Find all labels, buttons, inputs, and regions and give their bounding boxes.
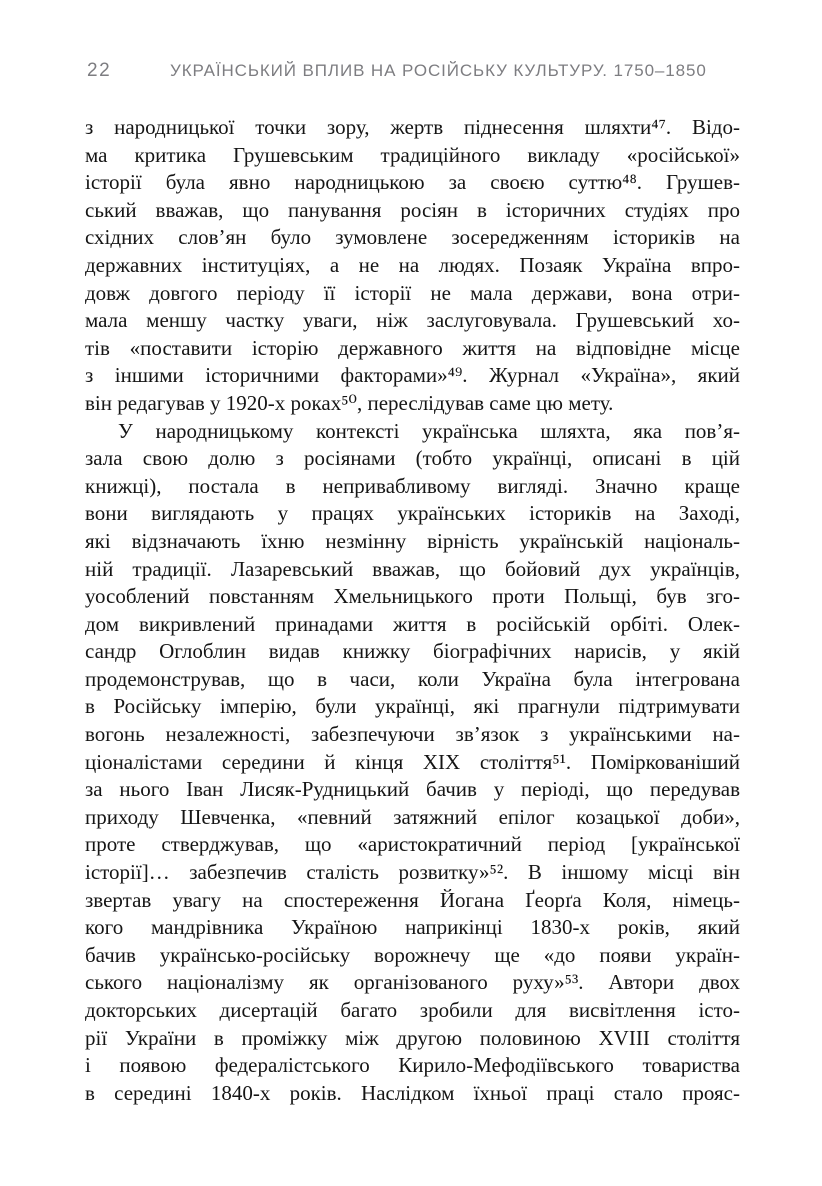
text-line: в Російську імперію, були українці, які прагнули підтримувати	[85, 694, 740, 719]
text-line: ський вважав, що панування росіян в історичних студіях про	[85, 197, 740, 222]
text-line: звертав увагу на спостереження Йогана Ґеорґа Коля, німець-	[85, 887, 740, 912]
text-line: докторських дисертацій багато зробили для висвітлення істо-	[85, 998, 740, 1022]
text-line: історії]… забезпечив сталість розвитку»⁵². В іншому місці він	[85, 860, 740, 885]
text-line: ського націоналізму як організованого руху»⁵³. Автори двох	[85, 970, 740, 995]
text-line: уособлений повстанням Хмельницького проти Польщі, був зго-	[85, 584, 740, 609]
text-line: історії була явно народницькою за своєю суттю⁴⁸. Грушев-	[85, 170, 740, 195]
text-line: кого мандрівника Україною наприкінці 1830-х років, який	[85, 915, 740, 940]
text-line: тів «поставити історію державного життя на відповідне місце	[85, 335, 740, 360]
paragraph-2	[85, 418, 740, 1108]
text-line: державних інституціях, а не на людях. Позаяк Україна впро-	[85, 252, 740, 277]
text-line: книжці), постала в непривабливому вигляді. Значно краще	[85, 473, 740, 498]
text-line: з іншими історичними факторами»⁴⁹. Журнал «Україна», який	[85, 363, 740, 388]
text-line: в середині 1840-х років. Наслідком їхньої праці стало прояс-	[85, 1080, 740, 1105]
text-line: вони виглядають у працях українських істориків на Заході,	[85, 501, 740, 526]
text-line: ма критика Грушевським традиційного викладу «російської»	[85, 142, 740, 167]
text-line: приходу Шевченка, «певний затяжний епілог козацької доби»,	[85, 804, 740, 829]
paragraph-1	[85, 114, 740, 418]
running-head: УКРАЇНСЬКИЙ ВПЛИВ НА РОСІЙСЬКУ КУЛЬТУРУ. 1750–1850	[170, 61, 707, 80]
text-line: мала меншу частку уваги, ніж заслуговувала. Грушевський хо-	[85, 308, 740, 333]
text-line: він редагував у 1920-х роках⁵⁰, переслідував саме цю мету.	[85, 390, 614, 415]
text-line: У народницькому контексті українська шляхта, яка пов’я-	[118, 418, 740, 443]
text-line: вогонь незалежності, забезпечуючи зв’язок з українськими на-	[85, 722, 740, 747]
text-line: з народницької точки зору, жертв піднесення шляхти⁴⁷. Відо-	[85, 115, 740, 139]
text-line: проте стверджував, що «аристократичний період [української	[85, 832, 740, 857]
text-line: і появою федералістського Кирило-Мефодіївського товариства	[85, 1053, 740, 1078]
text-line: східних слов’ян було зумовлене зосередженням істориків на	[85, 225, 740, 250]
text-line: довж довгого періоду її історії не мала держави, вона отри-	[85, 280, 740, 305]
body-text	[85, 114, 740, 1107]
text-line: дом викривлений принадами життя в російській орбіті. Олек-	[85, 611, 740, 636]
text-line: які відзначають їхню незмінну вірність українській національ-	[85, 528, 740, 553]
text-line: ній традиції. Лазаревський вважав, що бойовий дух українців,	[85, 556, 740, 581]
text-line: ціоналістами середини й кінця XIX століття⁵¹. Поміркованіший	[85, 749, 740, 774]
text-line: сандр Оглоблин видав книжку біографічних нарисів, у якій	[85, 639, 740, 664]
page-number: 22	[87, 60, 112, 81]
text-line: продемонстрував, що в часи, коли Україна була інтегрована	[85, 666, 740, 691]
text-line: рії України в проміжку між другою половиною XVIII століття	[85, 1025, 740, 1050]
text-line: за нього Іван Лисяк-Рудницький бачив у періоді, що передував	[85, 777, 740, 802]
text-line: зала свою долю з росіянами (тобто українці, описані в цій	[85, 446, 740, 471]
text-line: бачив українсько-російську ворожнечу ще «до появи україн-	[85, 942, 740, 967]
page-header	[85, 60, 740, 86]
